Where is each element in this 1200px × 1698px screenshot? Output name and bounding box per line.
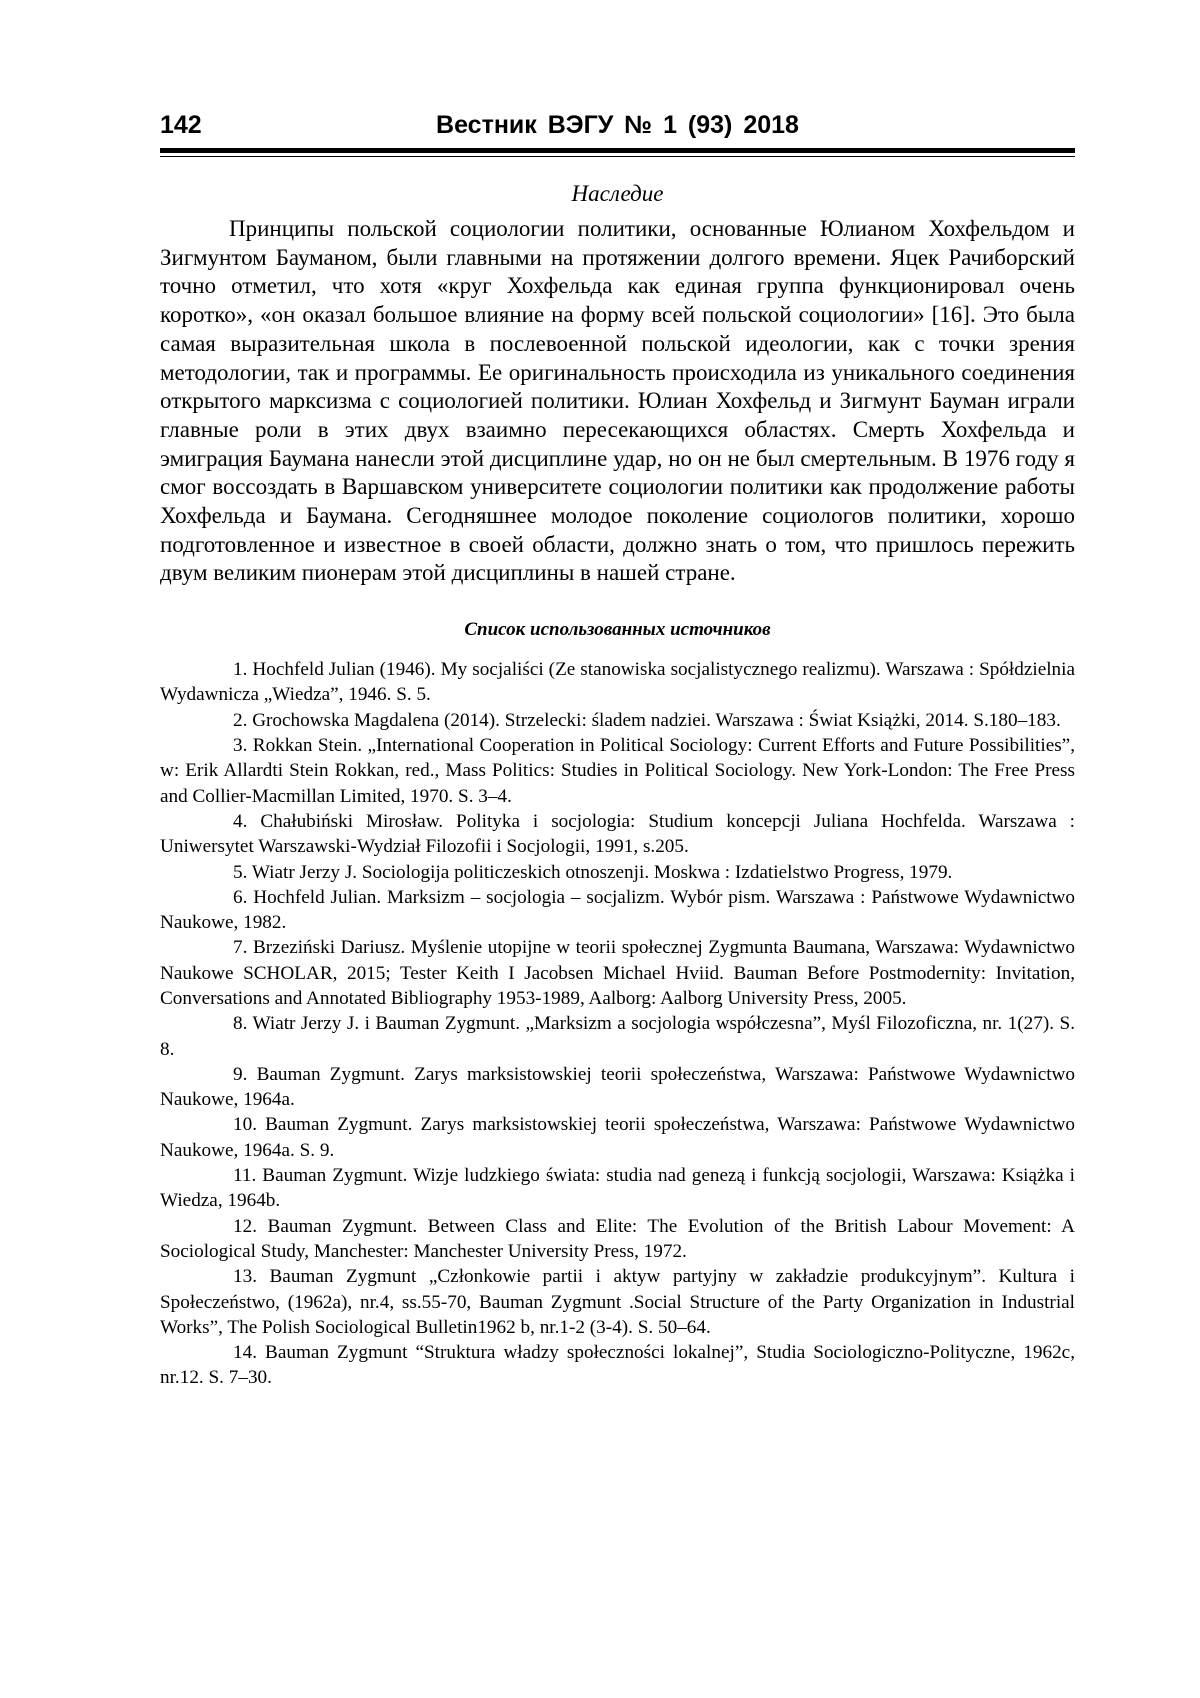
document-page [160, 108, 1075, 1391]
reference-item: 10. Bauman Zygmunt. Zarys marksistowskiej teorii społeczeństwa, Warszawa: Państwowe Wydawnictwo Naukowe, 1964a. S. 9. [160, 1114, 1075, 1161]
reference-item: 14. Bauman Zygmunt “Struktura władzy społeczności lokalnej”, Studia Sociologiczno-Polityczne, 1962c, nr.12. S. 7–30. [160, 1342, 1075, 1389]
reference-item: 1. Hochfeld Julian (1946). My socjaliści (Ze stanowiska socjalistycznego realizmu). Warszawa : Spółdzielnia Wydawnicza „Wiedza”, 1946. S. 5. [160, 659, 1075, 706]
reference-item: 4. Chałubiński Mirosław. Polityka i socjologia: Studium koncepcji Juliana Hochfelda. Warszawa : Uniwersytet Warszawski-Wydział Filozofii i Socjologii, 1991, s.205. [160, 810, 1075, 858]
header-rule-thin [160, 156, 1075, 157]
reference-item: 3. Rokkan Stein. „International Cooperation in Political Sociology: Current Efforts and Future Possibilities”, w: Erik Allardti Stein Rokkan, red., Mass Politics: Studies in Political Sociology. New York-London: The Free Press and Collier-Macmillan Limited, 1970. S. 3–4. [160, 735, 1075, 807]
body-paragraph: Принципы польской социологии политики, основанные Юлианом Хохфельдом и Зигмунтом Бауманом, были главными на протяжении долгого времени. Яцек Рачиборский точно отметил, что хотя «круг Хохфельда как единая группа функционировал очень коротко», «он оказал большое влияние на форму всей польской социологии» [16]. Это была самая выразительная школа в послевоенной польской идеологии, как с точки зрения методологии, так и программы. Ее оригинальность происходила из уникального соединения открытого марксизма с социологией политики. Юлиан Хохфельд и Зигмунт Бауман играли главные роли в этих двух взаимно пересекающихся областях. Смерть Хохфельда и эмиграция Баумана нанесли этой дисциплине удар, но он не был смертельным. В 1976 году я смог воссоздать в Варшавском университете социологии политики как продолжение работы Хохфельда и Баумана. Сегодняшнее молодое поколение социологов политики, хорошо подготовленное и известное в своей области, должно знать о том, что пришлось пережить двум великим пионерам этой дисциплины в нашей стране. [160, 216, 1075, 586]
reference-item: 6. Hochfeld Julian. Marksizm – socjologia – socjalizm. Wybór pism. Warszawa : Państwowe Wydawnictwo Naukowe, 1982. [160, 886, 1075, 934]
reference-item: 5. Wiatr Jerzy J. Sociologija politiczeskich otnoszenji. Moskwa : Izdatielstwo Progress, 1979. [233, 861, 953, 883]
reference-item: 11. Bauman Zygmunt. Wizje ludzkiego świata: studia nad genezą i funkcją socjologii, Warszawa: Książka i Wiedza, 1964b. [160, 1165, 1075, 1212]
reference-item: 9. Bauman Zygmunt. Zarys marksistowskiej teorii społeczeństwa, Warszawa: Państwowe Wydawnictwo Naukowe, 1964a. [160, 1063, 1075, 1111]
reference-item: 2. Grochowska Magdalena (2014). Strzelecki: śladem nadziei. Warszawa : Świat Książki, 2014. S.180–183. [233, 709, 1061, 731]
journal-title: Вестник ВЭГУ № 1 (93) 2018 [436, 111, 799, 139]
reference-list [160, 657, 1075, 1391]
header-rule-thick [160, 148, 1075, 153]
reference-item: 13. Bauman Zygmunt „Członkowie partii i aktyw partyjny w zakładzie produkcyjnym”. Kultura i Społeczeństwo, (1962a), nr.4, ss.55-70, Bauman Zygmunt .Social Structure of the Party Organization in Industrial Works”, The Polish Sociological Bulletin1962 b, nr.1-2 (3-4). S. 50–64. [160, 1266, 1075, 1338]
reference-item: 8. Wiatr Jerzy J. i Bauman Zygmunt. „Marksizm a socjologia współczesna”, Myśl Filozoficzna, nr. 1(27). S. 8. [160, 1013, 1075, 1060]
section-title: Наследие [571, 181, 664, 206]
running-header [160, 108, 1075, 146]
references-heading: Список использованных источников [464, 619, 771, 641]
reference-item: 12. Bauman Zygmunt. Between Class and Elite: The Evolution of the British Labour Movement: A Sociological Study, Manchester: Manchester University Press, 1972. [160, 1215, 1075, 1262]
page-number: 142 [160, 111, 202, 139]
reference-item: 7. Brzeziński Dariusz. Myślenie utopijne w teorii społecznej Zygmunta Baumana, Warszawa: Wydawnictwo Naukowe SCHOLAR, 2015; Tester Keith I Jacobsen Michael Hviid. Bauman Before Postmodernity: Invitation, Conversations and Annotated Bibliography 1953-1989, Aalborg: Aalborg University Press, 2005. [160, 937, 1075, 1009]
